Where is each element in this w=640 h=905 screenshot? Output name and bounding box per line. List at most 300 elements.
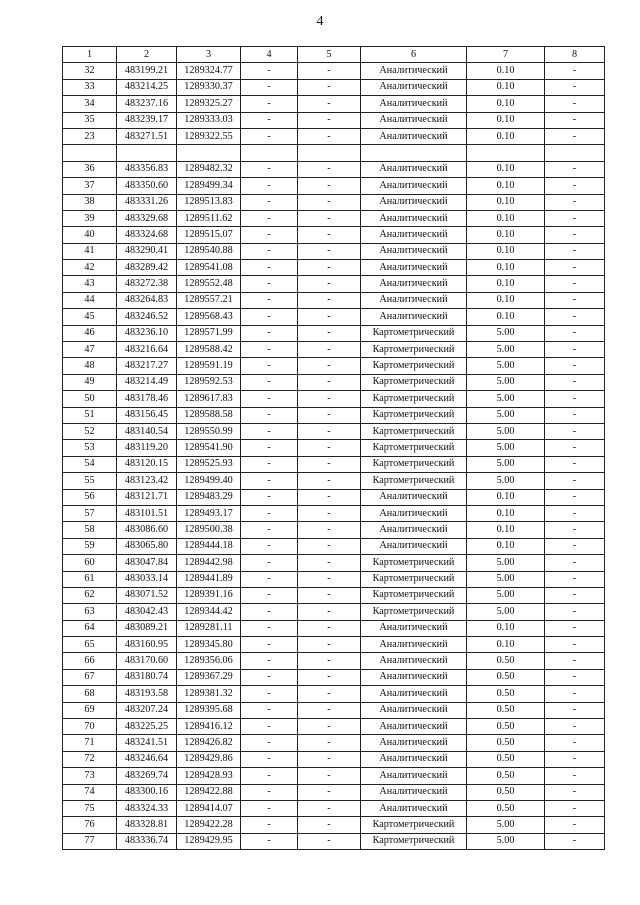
cell-coord-y: 1289568.43 [177, 309, 241, 325]
cell-col-5: - [298, 440, 361, 456]
cell-coord-y: 1289429.86 [177, 751, 241, 767]
cell-col-8: - [545, 112, 605, 128]
cell-col-8: - [545, 800, 605, 816]
cell-col-4: - [241, 112, 298, 128]
cell-accuracy: 5.00 [467, 833, 545, 849]
cell-coord-x: 483193.58 [117, 686, 177, 702]
cell-point-number: 41 [63, 243, 117, 259]
cell-coord-x: 483271.51 [117, 128, 177, 144]
cell-col-4: - [241, 833, 298, 849]
cell-point-number [63, 145, 117, 161]
cell-col-8: - [545, 391, 605, 407]
cell-method: Аналитический [361, 63, 467, 79]
cell-accuracy: 5.00 [467, 555, 545, 571]
cell-method: Аналитический [361, 719, 467, 735]
cell-coord-y: 1289511.62 [177, 210, 241, 226]
cell-col-4: - [241, 653, 298, 669]
table-row [63, 292, 605, 308]
cell-coord-y: 1289513.83 [177, 194, 241, 210]
cell-coord-y: 1289541.90 [177, 440, 241, 456]
table-row [63, 407, 605, 423]
cell-point-number: 42 [63, 260, 117, 276]
cell-col-5: - [298, 571, 361, 587]
cell-col-8: - [545, 669, 605, 685]
cell-point-number: 68 [63, 686, 117, 702]
cell-method: Картометрический [361, 325, 467, 341]
cell-point-number: 49 [63, 374, 117, 390]
cell-method: Аналитический [361, 751, 467, 767]
table-row [63, 587, 605, 603]
cell-point-number: 43 [63, 276, 117, 292]
cell-col-8: - [545, 227, 605, 243]
cell-accuracy: 0.10 [467, 243, 545, 259]
cell-col-8: - [545, 784, 605, 800]
cell-coord-x: 483239.17 [117, 112, 177, 128]
cell-method: Картометрический [361, 391, 467, 407]
cell-coord-y: 1289442.98 [177, 555, 241, 571]
cell-coord-x: 483264.83 [117, 292, 177, 308]
cell-accuracy: 5.00 [467, 473, 545, 489]
table-row [63, 489, 605, 505]
cell-col-8: - [545, 686, 605, 702]
cell-point-number: 73 [63, 768, 117, 784]
cell-col-4: - [241, 637, 298, 653]
cell-col-4: - [241, 63, 298, 79]
cell-col-5: - [298, 456, 361, 472]
cell-coord-y: 1289381.32 [177, 686, 241, 702]
table-row [63, 79, 605, 95]
cell-coord-x: 483065.80 [117, 538, 177, 554]
table-row [63, 538, 605, 554]
column-header-7: 7 [467, 47, 545, 63]
cell-coord-y: 1289330.37 [177, 79, 241, 95]
table-row [63, 145, 605, 161]
cell-coord-x: 483289.42 [117, 260, 177, 276]
cell-col-4: - [241, 604, 298, 620]
cell-coord-x: 483225.25 [117, 719, 177, 735]
cell-col-5: - [298, 374, 361, 390]
cell-col-8: - [545, 587, 605, 603]
cell-col-4: - [241, 309, 298, 325]
cell-accuracy: 5.00 [467, 374, 545, 390]
cell-col-8: - [545, 374, 605, 390]
cell-method: Аналитический [361, 489, 467, 505]
cell-accuracy: 5.00 [467, 440, 545, 456]
cell-accuracy: 0.10 [467, 538, 545, 554]
cell-coord-y: 1289515.07 [177, 227, 241, 243]
cell-coord-x: 483216.64 [117, 342, 177, 358]
cell-accuracy: 0.10 [467, 96, 545, 112]
cell-col-8: - [545, 292, 605, 308]
cell-point-number: 52 [63, 423, 117, 439]
cell-col-5: - [298, 604, 361, 620]
cell-col-5: - [298, 702, 361, 718]
cell-coord-x: 483101.51 [117, 505, 177, 521]
cell-coord-y: 1289541.08 [177, 260, 241, 276]
cell-method: Картометрический [361, 587, 467, 603]
cell-method: Аналитический [361, 800, 467, 816]
table-row [63, 325, 605, 341]
cell-point-number: 76 [63, 817, 117, 833]
cell-col-4: - [241, 522, 298, 538]
cell-point-number: 40 [63, 227, 117, 243]
cell-method: Аналитический [361, 210, 467, 226]
cell-coord-x: 483071.52 [117, 587, 177, 603]
cell-col-5: - [298, 178, 361, 194]
cell-col-5: - [298, 768, 361, 784]
cell-point-number: 56 [63, 489, 117, 505]
table-row [63, 227, 605, 243]
cell-coord-x: 483336.74 [117, 833, 177, 849]
table-row [63, 637, 605, 653]
table-row [63, 620, 605, 636]
cell-col-4: - [241, 342, 298, 358]
cell-point-number: 36 [63, 161, 117, 177]
cell-coord-y: 1289483.29 [177, 489, 241, 505]
cell-coord-x: 483170.60 [117, 653, 177, 669]
cell-accuracy: 0.50 [467, 702, 545, 718]
cell-col-8: - [545, 571, 605, 587]
cell-method: Аналитический [361, 260, 467, 276]
cell-accuracy: 0.10 [467, 112, 545, 128]
cell-coord-x: 483269.74 [117, 768, 177, 784]
cell-coord-x: 483207.24 [117, 702, 177, 718]
cell-col-4: - [241, 817, 298, 833]
cell-point-number: 59 [63, 538, 117, 554]
cell-point-number: 39 [63, 210, 117, 226]
cell-accuracy: 0.50 [467, 751, 545, 767]
cell-accuracy: 0.50 [467, 719, 545, 735]
cell-method: Аналитический [361, 538, 467, 554]
table-row [63, 604, 605, 620]
cell-coord-x: 483180.74 [117, 669, 177, 685]
cell-coord-x: 483178.46 [117, 391, 177, 407]
cell-point-number: 44 [63, 292, 117, 308]
cell-accuracy: 5.00 [467, 571, 545, 587]
cell-point-number: 50 [63, 391, 117, 407]
cell-col-8: - [545, 473, 605, 489]
cell-col-5: - [298, 260, 361, 276]
table-row [63, 276, 605, 292]
table-row [63, 178, 605, 194]
cell-point-number: 65 [63, 637, 117, 653]
cell-accuracy: 0.50 [467, 735, 545, 751]
cell-col-8: - [545, 161, 605, 177]
cell-point-number: 61 [63, 571, 117, 587]
cell-col-4: - [241, 719, 298, 735]
cell-col-8 [545, 145, 605, 161]
cell-method: Аналитический [361, 243, 467, 259]
cell-method: Картометрический [361, 817, 467, 833]
cell-col-8: - [545, 637, 605, 653]
cell-coord-y: 1289345.80 [177, 637, 241, 653]
cell-coord-x [117, 145, 177, 161]
cell-col-4: - [241, 407, 298, 423]
cell-coord-y: 1289557.21 [177, 292, 241, 308]
cell-col-5: - [298, 669, 361, 685]
cell-col-5: - [298, 128, 361, 144]
cell-coord-x: 483356.83 [117, 161, 177, 177]
cell-coord-y: 1289588.42 [177, 342, 241, 358]
cell-method: Аналитический [361, 653, 467, 669]
cell-col-4: - [241, 784, 298, 800]
cell-accuracy: 0.10 [467, 309, 545, 325]
cell-col-4: - [241, 571, 298, 587]
cell-col-8: - [545, 735, 605, 751]
cell-method: Аналитический [361, 292, 467, 308]
cell-col-4: - [241, 325, 298, 341]
cell-col-8: - [545, 260, 605, 276]
cell-coord-x: 483236.10 [117, 325, 177, 341]
table-row [63, 423, 605, 439]
cell-col-5: - [298, 243, 361, 259]
cell-col-5: - [298, 784, 361, 800]
cell-coord-x: 483214.25 [117, 79, 177, 95]
cell-point-number: 45 [63, 309, 117, 325]
cell-col-4: - [241, 686, 298, 702]
cell-coord-y: 1289344.42 [177, 604, 241, 620]
cell-coord-x: 483300.16 [117, 784, 177, 800]
cell-method: Аналитический [361, 686, 467, 702]
cell-point-number: 67 [63, 669, 117, 685]
cell-col-4: - [241, 194, 298, 210]
cell-accuracy: 5.00 [467, 391, 545, 407]
cell-method: Картометрический [361, 342, 467, 358]
cell-accuracy: 0.10 [467, 505, 545, 521]
cell-col-5: - [298, 79, 361, 95]
cell-col-8: - [545, 489, 605, 505]
table-row [63, 374, 605, 390]
column-header-1: 1 [63, 47, 117, 63]
cell-col-5: - [298, 653, 361, 669]
table-row [63, 784, 605, 800]
cell-coord-y: 1289356.06 [177, 653, 241, 669]
cell-col-8: - [545, 456, 605, 472]
cell-col-5: - [298, 309, 361, 325]
cell-accuracy: 0.10 [467, 522, 545, 538]
cell-col-4: - [241, 260, 298, 276]
cell-col-5: - [298, 194, 361, 210]
cell-coord-y: 1289552.48 [177, 276, 241, 292]
cell-col-5: - [298, 358, 361, 374]
cell-col-8: - [545, 407, 605, 423]
table-row [63, 440, 605, 456]
cell-coord-y: 1289540.88 [177, 243, 241, 259]
coordinates-table [62, 46, 605, 850]
cell-coord-y: 1289325.27 [177, 96, 241, 112]
table-header-row [63, 47, 605, 63]
cell-point-number: 34 [63, 96, 117, 112]
cell-point-number: 32 [63, 63, 117, 79]
cell-point-number: 58 [63, 522, 117, 538]
cell-col-4: - [241, 800, 298, 816]
cell-col-5: - [298, 686, 361, 702]
cell-col-5: - [298, 637, 361, 653]
cell-coord-x: 483120.15 [117, 456, 177, 472]
cell-col-8: - [545, 243, 605, 259]
cell-col-5: - [298, 800, 361, 816]
cell-point-number: 48 [63, 358, 117, 374]
cell-coord-x: 483329.68 [117, 210, 177, 226]
cell-coord-y: 1289333.03 [177, 112, 241, 128]
cell-method: Аналитический [361, 227, 467, 243]
cell-col-8: - [545, 79, 605, 95]
cell-coord-x: 483246.64 [117, 751, 177, 767]
cell-coord-x: 483217.27 [117, 358, 177, 374]
cell-col-5: - [298, 63, 361, 79]
cell-coord-y: 1289525.93 [177, 456, 241, 472]
cell-col-4: - [241, 587, 298, 603]
cell-accuracy: 0.10 [467, 227, 545, 243]
cell-accuracy: 5.00 [467, 407, 545, 423]
cell-col-5: - [298, 505, 361, 521]
cell-accuracy: 0.10 [467, 161, 545, 177]
cell-col-8: - [545, 817, 605, 833]
cell-coord-y: 1289429.95 [177, 833, 241, 849]
table-row [63, 161, 605, 177]
cell-accuracy: 5.00 [467, 456, 545, 472]
table-row [63, 194, 605, 210]
cell-col-5: - [298, 96, 361, 112]
cell-col-8: - [545, 96, 605, 112]
cell-coord-x: 483328.81 [117, 817, 177, 833]
cell-accuracy: 0.10 [467, 260, 545, 276]
cell-col-5: - [298, 227, 361, 243]
cell-coord-y: 1289499.34 [177, 178, 241, 194]
cell-col-8: - [545, 751, 605, 767]
cell-col-4: - [241, 456, 298, 472]
cell-col-8: - [545, 505, 605, 521]
cell-col-4: - [241, 555, 298, 571]
cell-col-5: - [298, 817, 361, 833]
cell-col-8: - [545, 522, 605, 538]
cell-col-4: - [241, 374, 298, 390]
cell-coord-x: 483237.16 [117, 96, 177, 112]
table-row [63, 456, 605, 472]
cell-coord-y: 1289426.82 [177, 735, 241, 751]
cell-method: Картометрический [361, 604, 467, 620]
cell-point-number: 46 [63, 325, 117, 341]
cell-coord-y: 1289324.77 [177, 63, 241, 79]
cell-point-number: 53 [63, 440, 117, 456]
cell-coord-y: 1289493.17 [177, 505, 241, 521]
cell-point-number: 66 [63, 653, 117, 669]
cell-point-number: 37 [63, 178, 117, 194]
cell-accuracy: 5.00 [467, 342, 545, 358]
cell-col-5: - [298, 719, 361, 735]
cell-coord-x: 483042.43 [117, 604, 177, 620]
table-row [63, 505, 605, 521]
table-row [63, 210, 605, 226]
cell-col-5: - [298, 276, 361, 292]
column-header-8: 8 [545, 47, 605, 63]
cell-col-4: - [241, 473, 298, 489]
cell-col-8: - [545, 768, 605, 784]
cell-method: Аналитический [361, 505, 467, 521]
cell-col-5 [298, 145, 361, 161]
cell-col-8: - [545, 358, 605, 374]
cell-point-number: 38 [63, 194, 117, 210]
cell-col-4: - [241, 669, 298, 685]
cell-coord-y: 1289281.11 [177, 620, 241, 636]
cell-accuracy: 5.00 [467, 587, 545, 603]
cell-coord-x: 483241.51 [117, 735, 177, 751]
cell-point-number: 35 [63, 112, 117, 128]
cell-accuracy: 0.50 [467, 669, 545, 685]
cell-col-4: - [241, 161, 298, 177]
cell-coord-y: 1289422.88 [177, 784, 241, 800]
cell-col-8: - [545, 702, 605, 718]
cell-coord-y: 1289322.55 [177, 128, 241, 144]
cell-point-number: 60 [63, 555, 117, 571]
cell-accuracy [467, 145, 545, 161]
cell-accuracy: 0.10 [467, 194, 545, 210]
cell-coord-x: 483160.95 [117, 637, 177, 653]
cell-coord-x: 483324.33 [117, 800, 177, 816]
cell-col-8: - [545, 194, 605, 210]
cell-col-4: - [241, 702, 298, 718]
cell-col-4: - [241, 96, 298, 112]
cell-coord-x: 483047.84 [117, 555, 177, 571]
cell-method: Аналитический [361, 702, 467, 718]
cell-col-5: - [298, 342, 361, 358]
cell-col-4: - [241, 128, 298, 144]
cell-col-8: - [545, 309, 605, 325]
cell-col-4: - [241, 178, 298, 194]
cell-point-number: 23 [63, 128, 117, 144]
cell-method [361, 145, 467, 161]
cell-col-8: - [545, 423, 605, 439]
cell-col-5: - [298, 112, 361, 128]
table-body [63, 63, 605, 850]
cell-accuracy: 5.00 [467, 423, 545, 439]
cell-coord-y: 1289588.58 [177, 407, 241, 423]
cell-point-number: 33 [63, 79, 117, 95]
cell-accuracy: 0.50 [467, 768, 545, 784]
cell-point-number: 72 [63, 751, 117, 767]
cell-coord-x: 483033.14 [117, 571, 177, 587]
cell-col-5: - [298, 325, 361, 341]
cell-point-number: 74 [63, 784, 117, 800]
cell-method: Картометрический [361, 374, 467, 390]
table-row [63, 358, 605, 374]
cell-col-5: - [298, 751, 361, 767]
cell-point-number: 55 [63, 473, 117, 489]
cell-col-8: - [545, 210, 605, 226]
cell-method: Аналитический [361, 669, 467, 685]
cell-point-number: 47 [63, 342, 117, 358]
cell-coord-x: 483290.41 [117, 243, 177, 259]
table-row [63, 522, 605, 538]
cell-method: Картометрический [361, 833, 467, 849]
cell-accuracy: 0.50 [467, 784, 545, 800]
cell-coord-y: 1289395.68 [177, 702, 241, 718]
cell-method: Аналитический [361, 276, 467, 292]
cell-point-number: 69 [63, 702, 117, 718]
cell-col-4: - [241, 276, 298, 292]
cell-method: Аналитический [361, 96, 467, 112]
cell-coord-y: 1289499.40 [177, 473, 241, 489]
cell-method: Аналитический [361, 768, 467, 784]
table-row [63, 817, 605, 833]
table-row [63, 112, 605, 128]
cell-coord-x: 483140.54 [117, 423, 177, 439]
cell-col-5: - [298, 423, 361, 439]
cell-accuracy: 0.10 [467, 79, 545, 95]
table-row [63, 653, 605, 669]
cell-coord-y: 1289482.32 [177, 161, 241, 177]
cell-col-4: - [241, 210, 298, 226]
